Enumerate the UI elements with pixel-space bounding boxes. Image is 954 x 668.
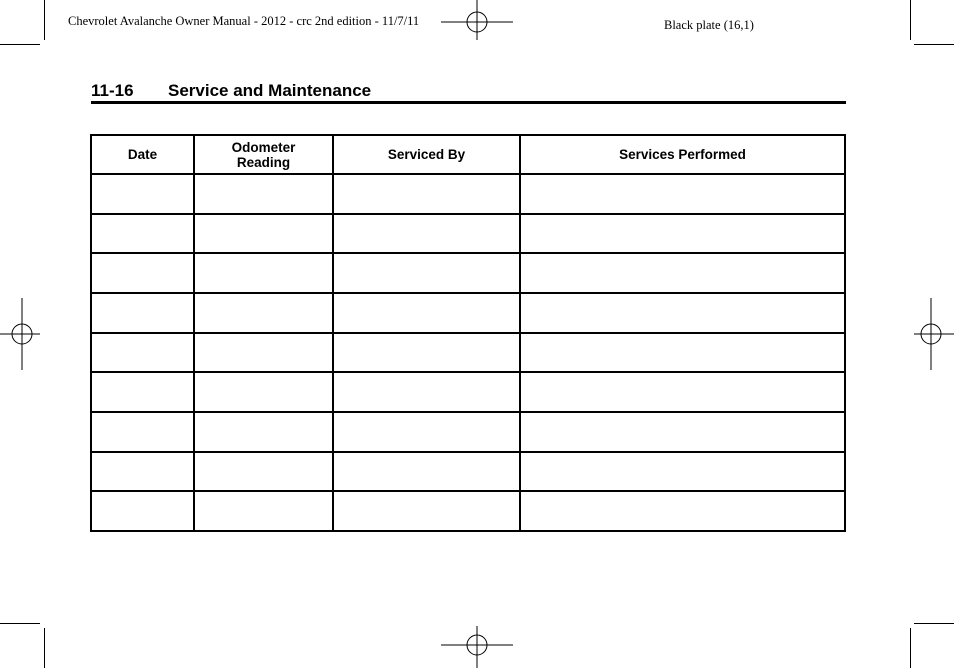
table-cell: [333, 452, 520, 492]
column-header-odometer-reading: [194, 135, 333, 174]
table-cell: [194, 214, 333, 254]
table-row: [91, 293, 845, 333]
table-cell: [520, 333, 845, 373]
table-row: [91, 412, 845, 452]
table-cell: [194, 491, 333, 531]
table-cell: [520, 412, 845, 452]
section-title: Service and Maintenance: [168, 81, 372, 100]
table-cell: [91, 491, 194, 531]
table-cell: [91, 452, 194, 492]
table-row: [91, 372, 845, 412]
table-row: [91, 452, 845, 492]
table-cell: [520, 174, 845, 214]
table-cell: [194, 174, 333, 214]
table-cell: [520, 293, 845, 333]
table-cell: [91, 412, 194, 452]
table-cell: [333, 214, 520, 254]
page-number: 11-16: [91, 81, 134, 100]
print-slug-title: Chevrolet Avalanche Owner Manual - 2012 - crc 2nd edition - 11/7/11: [68, 14, 420, 28]
table-cell: [333, 372, 520, 412]
table-cell: [91, 293, 194, 333]
table-row: [91, 214, 845, 254]
table-cell: [520, 491, 845, 531]
column-header-serviced-by: Serviced By: [333, 135, 520, 174]
table-cell: [520, 214, 845, 254]
table-cell: [194, 333, 333, 373]
table-cell: [194, 372, 333, 412]
registration-mark-right: [914, 298, 954, 370]
table-cell: [333, 293, 520, 333]
table-header-row: [91, 135, 845, 174]
print-slug-plate: Black plate (16,1): [664, 18, 754, 32]
table-cell: [333, 412, 520, 452]
table-row: [91, 174, 845, 214]
header-rule: [91, 101, 846, 104]
table-cell: [91, 253, 194, 293]
registration-mark-left: [0, 298, 40, 370]
column-header-odometer-line1: Odometer: [231, 139, 296, 155]
table-cell: [194, 293, 333, 333]
column-header-odometer-line2: Reading: [236, 154, 291, 170]
table-cell: [91, 372, 194, 412]
registration-mark-bottom: [441, 626, 513, 668]
table-cell: [194, 452, 333, 492]
table-cell: [194, 253, 333, 293]
table-row: [91, 491, 845, 531]
table-cell: [91, 174, 194, 214]
table-cell: [194, 412, 333, 452]
page-header: [91, 80, 846, 101]
table-cell: [520, 253, 845, 293]
column-header-services-performed: Services Performed: [520, 135, 845, 174]
table-cell: [520, 372, 845, 412]
table-body: [91, 174, 845, 531]
table-row: [91, 333, 845, 373]
table-cell: [333, 491, 520, 531]
table-cell: [91, 214, 194, 254]
registration-mark-top: [441, 0, 513, 40]
table-cell: [520, 452, 845, 492]
table-cell: [91, 333, 194, 373]
table-cell: [333, 174, 520, 214]
column-header-date: Date: [91, 135, 194, 174]
maintenance-record-table: [90, 134, 846, 532]
table-row: [91, 253, 845, 293]
table-cell: [333, 333, 520, 373]
table-cell: [333, 253, 520, 293]
